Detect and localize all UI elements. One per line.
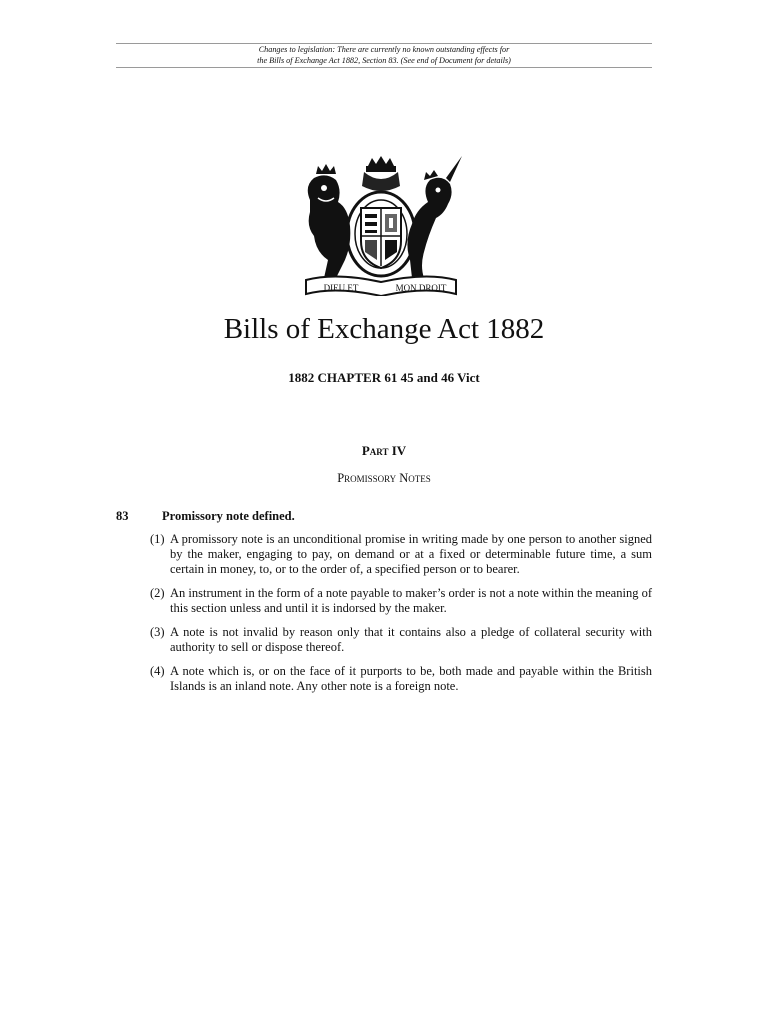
chapter-line: 1882 CHAPTER 61 45 and 46 Vict	[288, 370, 480, 385]
status-note-line-1: Changes to legislation: There are currently no known outstanding effects for	[258, 45, 510, 54]
section-title: Promissory note defined.	[162, 509, 295, 523]
subsection-text: A note is not invalid by reason only that it contains also a pledge of collateral security with authority to sell or dispose thereof.	[170, 625, 652, 654]
legislation-status-note	[116, 43, 652, 68]
act-title: Bills of Exchange Act 1882	[223, 313, 545, 345]
subsection-number: (1)	[150, 532, 165, 546]
royal-coat-of-arms	[296, 156, 466, 296]
motto-left-text: DIEU ET	[323, 283, 359, 293]
subsection-number: (4)	[150, 664, 165, 678]
part-heading: Part IV	[361, 443, 407, 458]
section-number: 83	[116, 509, 129, 523]
subsection-text: A note which is, or on the face of it purports to be, both made and payable within the British Islands is an inland note. Any other note is a foreign note.	[170, 664, 652, 693]
motto-right-text: MON DROIT	[395, 283, 447, 293]
status-note-line-2: the Bills of Exchange Act 1882, Section 83. (See end of Document for details)	[257, 56, 511, 65]
subsection	[150, 532, 652, 577]
subsection	[150, 625, 652, 655]
subsection-text: A promissory note is an unconditional promise in writing made by one person to another signed by the maker, engaging to pay, on demand or at a fixed or determinable future time, a sum certain in money, to, or to the order of, a specified person or to bearer.	[170, 532, 652, 576]
subsection-number: (3)	[150, 625, 165, 639]
subsection-number: (2)	[150, 586, 165, 600]
part-subheading: Promissory Notes	[337, 471, 431, 485]
subsection-text: An instrument in the form of a note payable to maker’s order is not a note within the meaning of this section unless and until it is indorsed by the maker.	[170, 586, 652, 615]
subsection	[150, 664, 652, 694]
subsection	[150, 586, 652, 616]
subsection-list	[150, 532, 652, 703]
